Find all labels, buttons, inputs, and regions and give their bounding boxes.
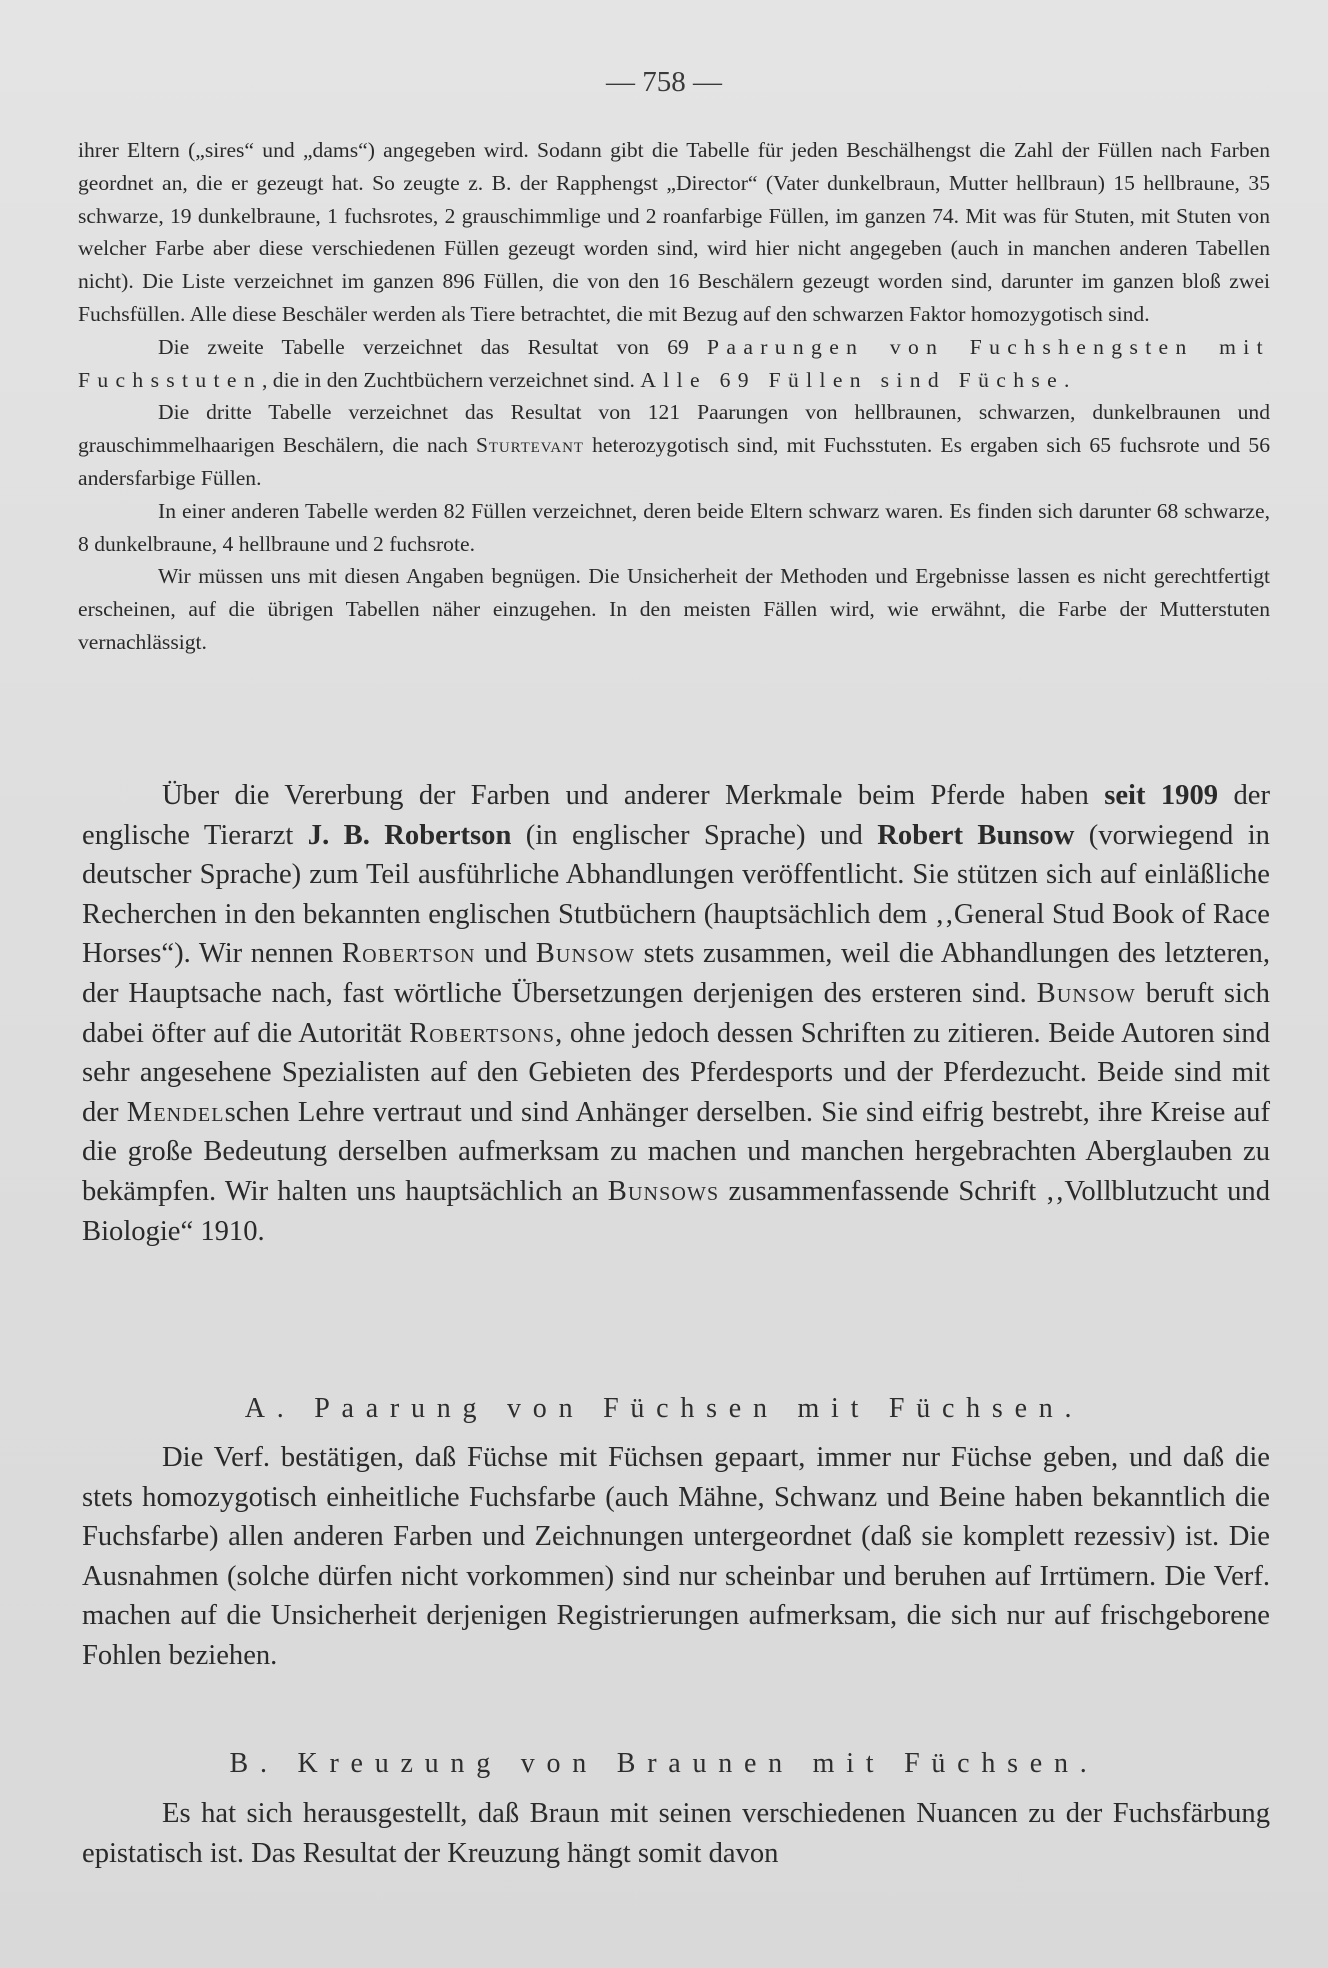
text-run: zusammenfassende Schrift ‚‚Vollblutzucht und Biologie“ 1910.	[82, 1175, 1270, 1247]
section-a-body	[82, 1438, 1270, 1676]
text-run: und	[484, 938, 528, 970]
author-name: Robertson	[341, 938, 476, 970]
text-run: Über die Vererbung der Farben und anderer Merkmale beim Pferde haben	[162, 780, 1089, 811]
text-run: beruft sich dabei öfter auf die Autorität	[82, 977, 1270, 1049]
author-name: Bunsows	[607, 1175, 720, 1207]
text-run: schen Lehre vertraut und sind Anhänger derselben. Sie sind eifrig bestrebt, ihre Kreise auf die große Bedeutung derselben aufmerksam zu machen und manchen hergebrachten Aberglauben zu bekämpfen. Wir halten uns hauptsächlich an	[82, 1096, 1270, 1207]
text-run: (in englischer Sprache) und	[525, 819, 863, 851]
emphasis-spaced: Alle 69 Füllen sind Füchse.	[640, 367, 1077, 392]
paragraph-section-b: Es hat sich herausgestellt, daß Braun mit seinen verschiedenen Nuancen zu der Fuchsfärbung epistatisch ist. Das Resultat der Kreuzung hängt somit davon	[82, 1798, 1270, 1869]
text-run: der englische Tierarzt	[82, 780, 1270, 851]
page-number: — 758 —	[606, 66, 722, 98]
text-run: heterozygotisch sind, mit Fuchsstuten. Es ergaben sich 65 fuchsrote und 56 andersfarbige Füllen.	[78, 433, 1271, 490]
paragraph-second-table	[78, 331, 1270, 397]
paragraph-section-a: Die Verf. bestätigen, daß Füchse mit Füchsen gepaart, immer nur Füchse geben, und daß die stets homozygotisch einheitliche Fuchsfarbe (auch Mähne, Schwanz und Beine haben bekanntlich die Fuchsfarbe) allen anderen Farben und Zeichnungen untergeordnet (daß sie komplett rezessiv) ist. Die Ausnahmen (solche dürfen nicht vorkommen) sind nur scheinbar und beruhen auf Irrtümern. Die Verf. machen auf die Unsicherheit derjenigen Registrierungen aufmerksam, die sich nur auf frischgeborene Fohlen beziehen.	[82, 1442, 1270, 1671]
paragraph-sires-dams: ihrer Eltern („sires“ und „dams“) angegeben wird. Sodann gibt die Tabelle für jeden Beschälhengst die Zahl der Füllen nach Farben geordnet an, die er gezeugt hat. So zeugte z. B. der Rapphengst „Director“ (Vater dunkelbraun, Mutter hellbraun) 15 hellbraune, 35 schwarze, 19 dunkelbraune, 1 fuchsrotes, 2 grauschimmlige und 2 roanfarbige Füllen, im ganzen 74. Mit was für Stuten, mit Stuten von welcher Farbe aber diese verschiedenen Füllen gezeugt worden sind, wird hier nicht angegeben (auch in manchen anderen Tabellen nicht). Die Liste verzeichnet im ganzen 896 Füllen, die von den 16 Beschälern gezeugt worden sind, darunter im ganzen bloß zwei Fuchsfüllen. Alle diese Beschäler werden als Tiere betrachtet, die mit Bezug auf den schwarzen Faktor homozygotisch sind.	[78, 138, 1270, 326]
text-run: , ohne jedoch dessen Schriften zu zitieren. Beide Autoren sind sehr angesehene Spezialisten auf den Gebieten des Pferdesports und der Pferdezucht. Beide sind mit der	[82, 1017, 1270, 1128]
author-name: Bunsow	[1036, 977, 1136, 1009]
text-run: , die in den Zuchtbüchern verzeichnet sind.	[261, 367, 635, 392]
text-run: Die zweite Tabelle verzeichnet das Resultat von 69	[158, 334, 689, 359]
small-print-section	[78, 134, 1270, 659]
main-section-intro	[82, 776, 1270, 1251]
author-name: Sturtevant	[476, 433, 584, 458]
emphasis-bold: seit 1909	[1104, 780, 1219, 811]
paragraph-other-table: In einer anderen Tabelle werden 82 Füllen verzeichnet, deren beide Eltern schwarz waren. Es finden sich darunter 68 schwarze, 8 dunkelbraune, 4 hellbraune und 2 fuchsrote.	[78, 498, 1270, 556]
author-name-bold: J. B. Robertson	[307, 819, 512, 851]
author-name: Mendel	[126, 1096, 225, 1128]
text-run: stets zusammen, weil die Abhandlungen des letzteren, der Hauptsache nach, fast wörtliche Übersetzungen derjenigen des ersteren sind.	[82, 938, 1270, 1009]
emphasis-spaced: Paarungen von Fuchshengsten mit Fuchsstuten	[78, 334, 1270, 392]
author-name: Bunsow	[535, 938, 635, 970]
author-name-bold: Robert Bunsow	[877, 819, 1075, 851]
text-run: Die dritte Tabelle verzeichnet das Resultat von 121 Paarungen von hellbraunen, schwarzen, dunkelbraunen und grauschimmelhaarigen Beschälern, die nach	[78, 400, 1270, 458]
paragraph-third-table	[78, 396, 1270, 494]
section-heading-a: A. Paarung von Füchsen mit Füchsen.	[244, 1393, 1084, 1424]
paragraph-robertson-bunsow	[82, 776, 1270, 1251]
section-b-body	[82, 1794, 1270, 1873]
text-run: (vorwiegend in deutscher Sprache) zum Teil ausführliche Abhandlungen veröffentlicht. Sie stützen sich auf einläßliche Recherchen in den bekannten englischen Stutbüchern (hauptsächlich dem ‚‚General Stud Book of Race Horses“). Wir nennen	[82, 819, 1270, 970]
author-name: Robertsons	[409, 1017, 556, 1049]
section-heading-b: B. Kreuzung von Braunen mit Füchsen.	[229, 1748, 1099, 1779]
paragraph-uncertainty: Wir müssen uns mit diesen Angaben begnügen. Die Unsicherheit der Methoden und Ergebnisse lassen es nicht gerechtfertigt erscheinen, auf die übrigen Tabellen näher einzugehen. In den meisten Fällen wird, wie erwähnt, die Farbe der Mutterstuten vernachlässigt.	[78, 564, 1270, 654]
